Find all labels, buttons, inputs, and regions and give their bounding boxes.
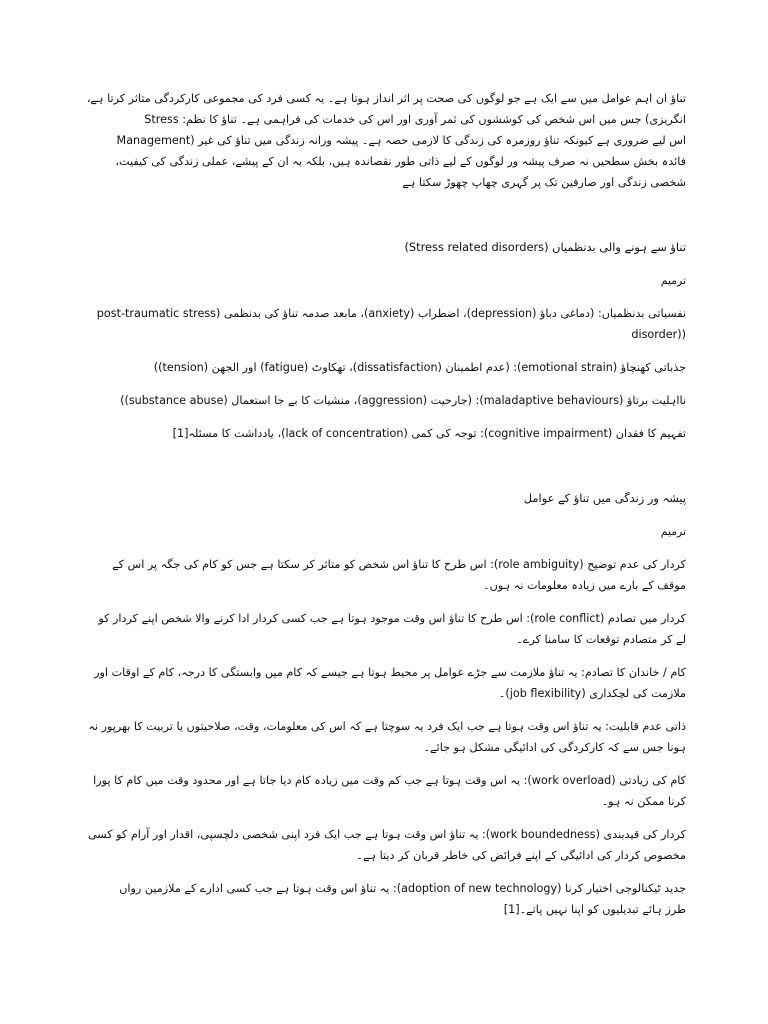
list-item-line: ہونا جس سے کہ کارکردگی کی ادائیگی مشکل ہو جائے۔ <box>423 741 686 754</box>
edit-link[interactable]: ترمیم <box>660 274 686 287</box>
list-item-line: موقف کے بارے میں زیادہ معلومات نہ ہوں۔ <box>483 579 686 592</box>
list-item-line: لے کر متصادم توقعات کا سامنا کرے۔ <box>516 633 686 646</box>
list-item-line: طرز ہائے تبدیلیوں کو اپنا نہیں پاتے۔[1] <box>503 903 686 916</box>
list-item-line: کردار کی عدم توضیح (role ambiguity): اس طرح کا تناؤ اس شخص کو متاثر کر سکتا ہے جس کو کام کی جگہ پر اس کے <box>112 558 686 571</box>
intro-line: تناؤ ان اہم عوامل میں سے ایک ہے جو لوگوں کی صحت پر اثر انداز ہوتا ہے۔ یہ کسی فرد کی مجموعی کارکردگی متاثر کرتا ہے، <box>86 92 686 105</box>
list-item-line: disorder)) <box>631 328 686 341</box>
list-item <box>86 423 686 444</box>
list-item <box>86 770 686 812</box>
list-item <box>86 554 686 596</box>
list-item-line: کام / خاندان کا تصادم: یہ تناؤ ملازمت سے جڑے عوامل پر محیط ہوتا ہے جیسے کہ کام میں وابستگی کا درجہ، کام کے اوقات اور <box>94 666 686 679</box>
list-item-line: ملازمت کی لچکداری (job flexibility)۔ <box>498 687 686 700</box>
section-heading-stress-disorders: تناؤ سے ہونے والی بدنظمیاں (Stress related disorders) <box>404 240 686 254</box>
list-item-line: مخصوص کردار کی ادائیگی کے اپنے فرائض کی خاطر قربان کر دیتا ہے۔ <box>356 849 686 862</box>
list-item-line: کردار کی قیدبندی (work boundedness): یہ تناؤ اس وقت ہوتا ہے جب ایک فرد اپنی شخصی دلچسپی، اقدار اور آرام کو کسی <box>87 828 686 841</box>
list-item-line: تفہیم کا فقدان (cognitive impairment): توجہ کی کمی (lack of concentration)، یادداشت کا مسئلہ[1] <box>172 427 686 440</box>
section-heading-work-stress-factors: پیشہ ور زندگی میں تناؤ کے عوامل <box>523 491 686 505</box>
list-item <box>86 716 686 758</box>
list-item-line: کام کی زیادتی (work overload): یہ اس وقت ہوتا ہے جب کم وقت میں زیادہ کام دیا جاتا ہے اور محدود وقت میں کام کا پورا <box>93 774 686 787</box>
intro-line: Stress :انگریزی) جس میں اس شخص کی کوششوں کی ثمر آوری اور اس کی خدمات کی فراہمی ہے۔ تناؤ کا نظم <box>144 113 686 126</box>
list-item-line: ذاتی عدم قابلیت: یہ تناؤ اس وقت ہوتا ہے جب ایک فرد یہ سوچتا ہے کہ اس کی معلومات، وقت، صلاحیتوں یا تربیت کا بھرپور نہ <box>88 720 686 733</box>
list-item <box>86 824 686 866</box>
intro-paragraph <box>86 88 686 193</box>
list-item <box>86 390 686 411</box>
list-item <box>86 357 686 378</box>
intro-line: شخصی زندگی اور صارفین تک پر گہری چھاپ چھوڑ سکتا ہے <box>402 176 686 189</box>
intro-line: اس لیے ضروری ہے کیونکہ تناؤ روزمرہ کی زندگی کا لازمی حصہ ہے۔ پیشہ ورانہ زندگی میں تناؤ کی غیر (Management <box>116 134 686 147</box>
edit-link[interactable]: ترمیم <box>660 525 686 538</box>
list-item <box>86 878 686 920</box>
list-item-line: کرنا ممکن نہ ہو۔ <box>601 795 686 808</box>
list-item <box>86 608 686 650</box>
list-item <box>86 303 686 345</box>
list-item-line: نفسیاتی بدنظمیاں: (دماغی دباؤ (depression)، اضطراب (anxiety)، مابعد صدمہ تناؤ کی بدنظمی (post-traumatic stress <box>96 307 686 320</box>
list-item-line: جدید ٹیکنالوجی اختیار کرنا (adoption of new technology): یہ تناؤ اس وقت ہوتا ہے جب کسی ادارے کے ملازمین رواں <box>119 882 686 895</box>
list-item-line: کردار میں تصادم (role conflict): اس طرح کا تناؤ اس وقت موجود ہوتا ہے جب کسی کردار ادا کرنے والا شخص اپنے کردار کو <box>98 612 686 625</box>
intro-line: فائدہ بخش سطحیں نہ صرف پیشہ ور لوگوں کے لیے ذاتی طور نقصاندہ ہیں، بلکہ یہ ان کے پیشے، عملی زندگی کی کیفیت، <box>115 155 686 168</box>
list-item-line: جذباتی کھنچاؤ (emotional strain): (عدم اطمینان (dissatisfaction)، تھکاوٹ (fatigue) اور الجھن (tension)) <box>153 361 686 374</box>
list-item-line: نااہلیت برتاؤ (maladaptive behaviours): (جارحیت (aggression)، منشیات کا بے جا استعمال (substance abuse)) <box>120 394 686 407</box>
list-item <box>86 662 686 704</box>
